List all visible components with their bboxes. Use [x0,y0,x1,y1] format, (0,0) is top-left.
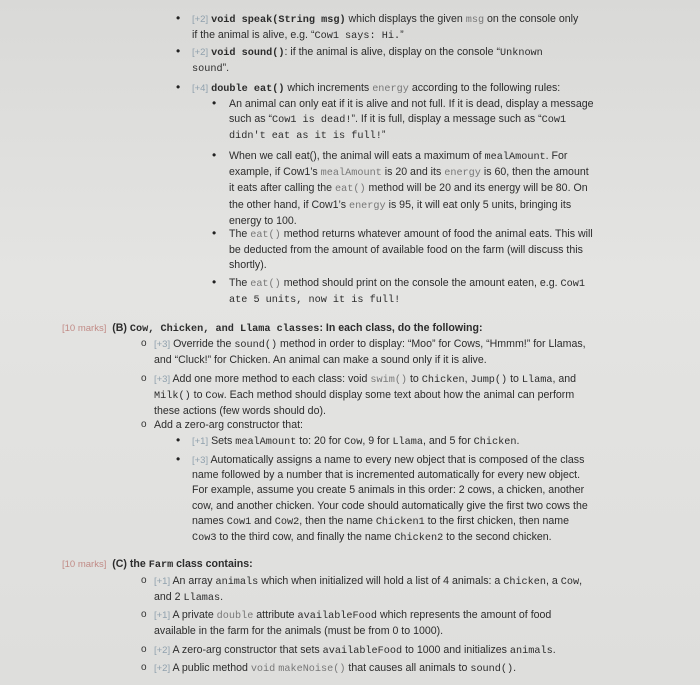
bullet-icon: • [212,148,217,162]
item-speak: [+2] void speak(String msg) which displays the given msg on the console only if the animal is alive, e.g. “Cow1 says: Hi.” [192,13,579,43]
bullet-icon: • [176,80,181,94]
constructor-rule-1: [+1] Sets mealAmount to: 20 for Cow, 9 for Llama, and 5 for Chicken. [192,435,520,448]
section-c-item-4: [+2] A public method void makeNoise() that causes all animals to sound(). [154,662,517,675]
circle-bullet-icon: o [141,644,147,655]
section-b-item-1: [+3] Override the sound() method in order to display: “Moo” for Cows, “Hmmm!” for Llamas, and “Cluck!” for Chicken. An animal can make a sound only if it is alive. [154,338,586,367]
bullet-icon: • [176,44,181,58]
circle-bullet-icon: o [141,575,147,586]
circle-bullet-icon: o [141,373,147,384]
section-b-item-3: Add a zero-arg constructor that: [154,419,303,431]
bullet-icon: • [176,452,181,466]
section-c-item-2: [+1] A private double attribute availableFood which represents the amount of food available in the farm for the animals (must be from 0 to 1000). [154,609,552,638]
section-c-item-3: [+2] A zero-arg constructor that sets availableFood to 1000 and initializes animals. [154,644,556,657]
item-eat: [+4] double eat() which increments energy according to the following rules: [192,82,561,95]
section-b-item-2: [+3] Add one more method to each class: void swim() to Chicken, Jump() to Llama, and Milk() to Cow. Each method should display some text about how the animal can perform these actions (few words should do). [154,373,577,418]
circle-bullet-icon: o [141,419,147,430]
eat-rule-1: An animal can only eat if it is alive and not full. If it is dead, display a message such as “Cow1 is dead!”. If it is full, display a message such as “Cow1 didn't eat as it is full!” [229,98,594,143]
bullet-icon: • [212,226,217,240]
section-c-item-1: [+1] An array animals which when initialized will hold a list of 4 animals: a Chicken, a Cow, and 2 Llamas. [154,575,583,605]
circle-bullet-icon: o [141,662,147,673]
section-c-heading: [10 marks] (C) the Farm class contains: [62,558,253,571]
bullet-icon: • [212,96,217,110]
bullet-icon: • [176,433,181,447]
item-sound: [+2] void sound(): if the animal is alive, display on the console “Unknown sound”. [192,46,543,76]
circle-bullet-icon: o [141,609,147,620]
eat-rule-4: The eat() method should print on the console the amount eaten, e.g. Cow1 ate 5 units, now it is full! [229,277,585,307]
bullet-icon: • [212,275,217,289]
constructor-rule-2: [+3] Automatically assigns a name to every new object that is composed of the class name followed by a number that is incremented automatically for every new object. For example, assume you create 5 animals in this order: 2 cows, a chicken, another cow, and another chicken. Your code should automatically give the first two cows the names Cow1 and Cow2, then the name Chicken1 to the first chicken, then name Cow3 to the third cow, and finally the name Chicken2 to the second chicken. [192,454,588,545]
section-b-heading: [10 marks] (B) Cow, Chicken, and Llama classes: In each class, do the following: [62,322,483,335]
bullet-icon: • [176,11,181,25]
eat-rule-2: When we call eat(), the animal will eats a maximum of mealAmount. For example, if Cow1’s mealAmount is 20 and its energy is 60, then the amount it eats after calling the eat() method will be 20 and its energy will be 80. On the other hand, if Cow1’s energy is 95, it will eat only 5 units, bringing its energy to 100. [229,150,589,227]
circle-bullet-icon: o [141,338,147,349]
eat-rule-3: The eat() method returns whatever amount of food the animal eats. This will be deducted from the amount of available food on the farm (will discuss this shortly). [229,228,593,272]
